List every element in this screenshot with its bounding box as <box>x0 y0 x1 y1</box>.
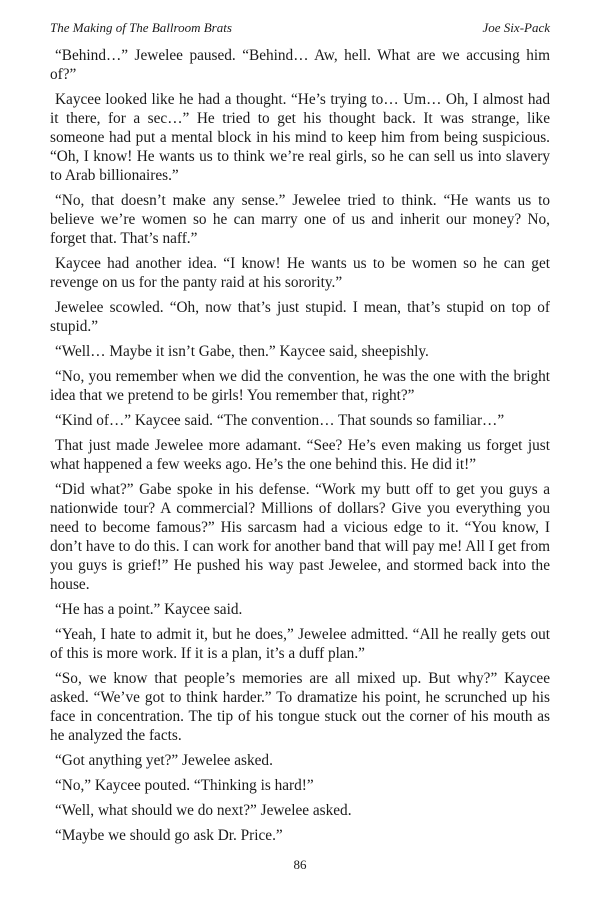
page-number: 86 <box>293 857 307 872</box>
paragraph: “No,” Kaycee pouted. “Thinking is hard!” <box>55 777 314 794</box>
paragraph: “Yeah, I hate to admit it, but he does,” Jewelee admitted. “All he really gets out of this is more work. If it is a plan, it’s a duff plan.” <box>50 626 550 662</box>
paragraph: “Well, what should we do next?” Jewelee asked. <box>55 802 352 819</box>
paragraph: “Got anything yet?” Jewelee asked. <box>55 752 273 769</box>
paragraph: “Did what?” Gabe spoke in his defense. “Work my butt off to get you guys a nationwide tour? A commercial? Millions of dollars? Give you everything you need to become famous?” His sarcasm had a vicious edge to it. “You know, I don’t have to do this. I can work for another band that will pay me! All I get from you guys is grief!” He pushed his way past Jewelee, and stormed back into the house. <box>50 481 550 593</box>
paragraph: Kaycee looked like he had a thought. “He’s trying to… Um… Oh, I almost had it there, for a sec…” He tried to get his thought back. It was strange, like someone had put a mental block in his mind to keep him from being suspicious. “Oh, I know! He wants us to think we’re real girls, so he can sell us into slavery to Arab billionaires.” <box>50 91 550 184</box>
paragraph: “Kind of…” Kaycee said. “The convention… That sounds so familiar…” <box>55 412 505 429</box>
paragraph: “He has a point.” Kaycee said. <box>55 601 243 618</box>
running-header <box>50 20 550 36</box>
author-name: Joe Six-Pack <box>482 20 550 35</box>
paragraph: That just made Jewelee more adamant. “See? He’s even making us forget just what happened a few weeks ago. He’s the one behind this. He did it!” <box>50 437 550 473</box>
paragraph: “Behind…” Jewelee paused. “Behind… Aw, hell. What are we accusing him of?” <box>50 47 550 83</box>
book-title: The Making of The Ballroom Brats <box>50 20 232 35</box>
page-body <box>50 46 550 851</box>
paragraph: “No, you remember when we did the convention, he was the one with the bright idea that we pretend to be girls! You remember that, right?” <box>50 368 550 404</box>
paragraph: “No, that doesn’t make any sense.” Jewelee tried to think. “He wants us to believe we’re women so he can marry one of us and inherit our money? No, forget that. That’s naff.” <box>50 192 550 247</box>
paragraph: “Well… Maybe it isn’t Gabe, then.” Kaycee said, sheepishly. <box>55 343 429 360</box>
paragraph: Kaycee had another idea. “I know! He wants us to be women so he can get revenge on us for the panty raid at his sorority.” <box>50 255 550 291</box>
paragraph: Jewelee scowled. “Oh, now that’s just stupid. I mean, that’s stupid on top of stupid.” <box>50 299 550 335</box>
paragraph: “So, we know that people’s memories are all mixed up. But why?” Kaycee asked. “We’ve got to think harder.” To dramatize his point, he scrunched up his face in concentration. The tip of his tongue stuck out the corner of his mouth as he analyzed the facts. <box>50 670 550 744</box>
paragraph: “Maybe we should go ask Dr. Price.” <box>55 827 283 844</box>
